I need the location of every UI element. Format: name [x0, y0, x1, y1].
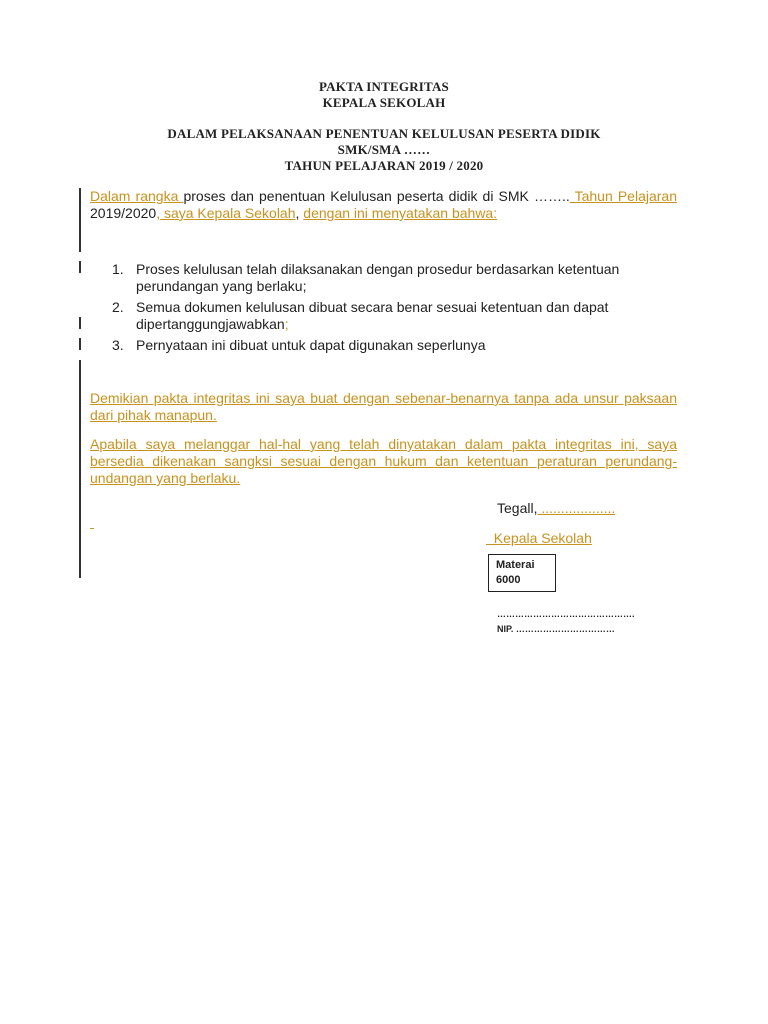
change-bar	[79, 338, 81, 350]
place-date	[497, 500, 615, 516]
left-margin-mark	[90, 514, 94, 530]
signature-name-blank: ……………………………………….	[497, 609, 635, 619]
doc-heading-line: DALAM PELAKSANAAN PENENTUAN KELULUSAN PESERTA DIDIK	[167, 126, 601, 141]
list-text-main: Semua dokumen kelulusan dibuat secara benar sesuai ketentuan dan dapat dipertanggungjawabkan	[136, 299, 609, 332]
list-number: 2.	[112, 299, 124, 315]
tracked-text: Tahun Pelajaran	[569, 188, 677, 204]
intro-text: ,	[295, 205, 304, 221]
stamp-value: 6000	[496, 574, 521, 586]
materai-stamp-box	[488, 554, 556, 592]
doc-heading-year: TAHUN PELAJARAN 2019 / 2020	[284, 158, 484, 173]
list-text: Proses kelulusan telah dilaksanakan dengan prosedur berdasarkan ketentuan perundangan yang berlaku;	[136, 261, 620, 294]
change-bar	[79, 317, 81, 329]
list-text	[136, 299, 680, 333]
tracked-text: ;	[284, 316, 289, 332]
tracked-text: dengan ini menyatakan bahwa:	[303, 205, 498, 221]
change-bar	[79, 188, 81, 252]
change-bar	[79, 360, 81, 578]
tracked-text: , saya Kepala Sekolah	[156, 205, 296, 221]
tracked-text: Dalam rangka	[90, 188, 184, 204]
doc-title: PAKTA INTEGRITAS	[319, 79, 449, 94]
sanction-paragraph: Apabila saya melanggar hal-hal yang telah dinyatakan dalam pakta integritas ini, saya bersedia dikenakan sangksi sesuai dengan hukum dan ketentuan peraturan perundang-undangan yang berlaku.	[90, 436, 677, 486]
intro-year: 2019/2020	[90, 205, 157, 221]
place-text: Tegall,	[497, 500, 538, 516]
list-number: 1.	[112, 261, 124, 277]
intro-paragraph	[90, 188, 677, 222]
intro-text: proses dan penentuan	[183, 188, 331, 204]
closing-paragraph: Demikian pakta integritas ini saya buat dengan sebenar-benarnya tanpa ada unsur paksaan dari pihak manapun.	[90, 390, 677, 423]
doc-heading-line: SMK/SMA ……	[337, 142, 431, 157]
change-bar	[79, 261, 81, 273]
nip-line: NIP. ……………………………	[497, 624, 615, 634]
doc-subtitle: KEPALA SEKOLAH	[322, 95, 446, 110]
intro-text: Kelulusan peserta didik di SMK ……..	[330, 188, 570, 204]
date-blank: ...................	[537, 500, 616, 516]
list-text: Pernyataan ini dibuat untuk dapat digunakan seperlunya	[136, 337, 486, 353]
stamp-label: Materai	[496, 559, 535, 571]
list-number: 3.	[112, 337, 124, 353]
signatory-role: Kepala Sekolah	[486, 530, 592, 546]
